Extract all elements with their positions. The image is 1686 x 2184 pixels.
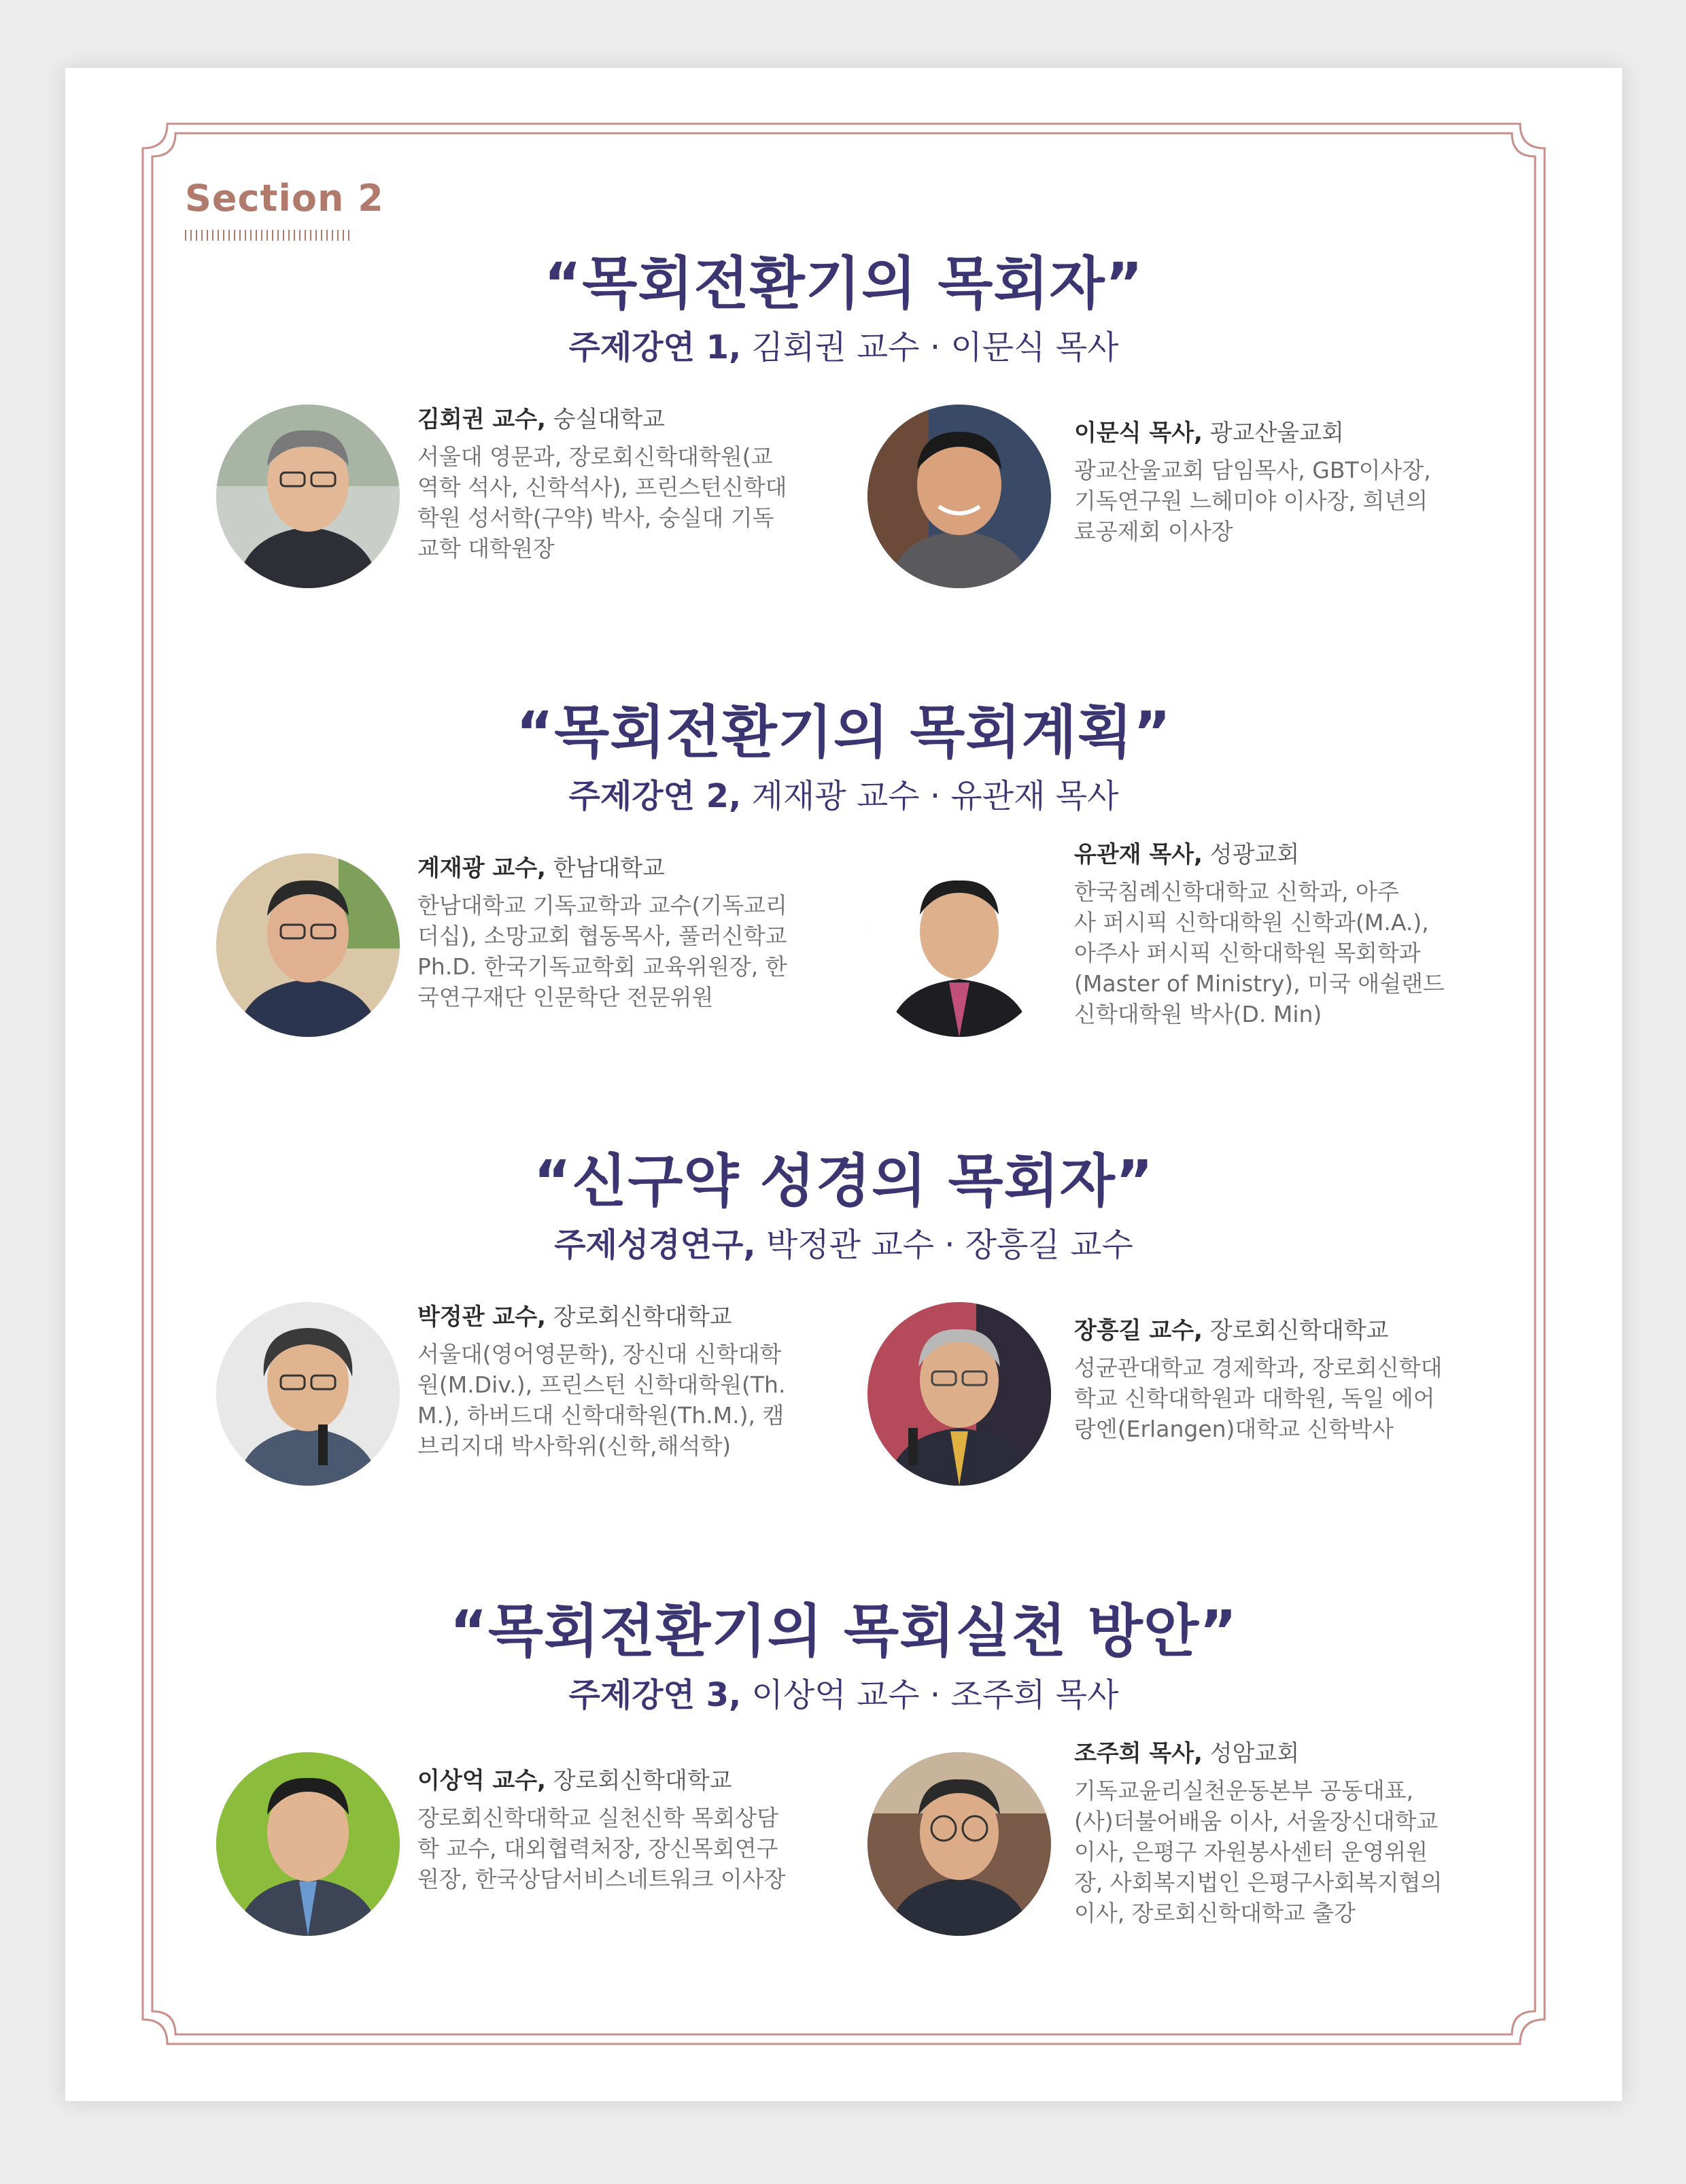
speaker-bio: 한남대학교 기독교학과 교수(기독교리 더십), 소망교회 협동목사, 풀러신학교 Ph.D. 한국기독교학회 교육위원장, 한 국연구재단 인문학단 전문위원 (417, 892, 787, 1010)
page (65, 68, 1622, 2101)
speaker-photo (216, 853, 400, 1037)
speaker-info (1074, 840, 1482, 1029)
speaker-name-line: 계재광 교수, 한남대학교 (417, 855, 666, 882)
speaker-bio: 광교산울교회 담임목사, GBT이사장, 기독연구원 느헤미야 이사장, 희년의 료공제회 이사장 (1074, 457, 1431, 545)
speaker-name-line: 박정관 교수, 장로회신학대학교 (417, 1303, 732, 1331)
session-title: “신구약 성경의 목회자” (533, 1148, 1154, 1214)
speaker-photo (216, 1302, 400, 1486)
speaker-name-line: 이상억 교수, 장로회신학대학교 (417, 1767, 732, 1794)
session-title: “목회전환기의 목회실천 방안” (449, 1598, 1238, 1665)
speaker-name-line: 유관재 목사, 성광교회 (1074, 841, 1300, 868)
session-subtitle: 주제강연 3, 이상억 교수 · 조주희 목사 (568, 1676, 1119, 1714)
speaker-info (417, 1302, 825, 1461)
speaker-name-line: 김회권 교수, 숭실대학교 (417, 406, 666, 433)
session-subtitle: 주제강연 1, 김회권 교수 · 이문식 목사 (568, 328, 1119, 366)
speaker-photo (216, 405, 400, 588)
speaker-info (1074, 1316, 1482, 1444)
speaker-photo (867, 405, 1051, 588)
speaker-name-line: 조주희 목사, 성암교회 (1074, 1740, 1300, 1767)
speaker-info (417, 853, 825, 1012)
speaker-bio: 장로회신학대학교 실천신학 목회상담 학 교수, 대외협력처장, 장신목회연구 원장, 한국상담서비스네트워크 이사장 (417, 1805, 786, 1892)
speaker-photo (867, 853, 1051, 1037)
speaker-info (1074, 1739, 1482, 1928)
speaker-name-line: 장흥길 교수, 장로회신학대학교 (1074, 1317, 1389, 1344)
speaker-bio: 기독교윤리실천운동본부 공동대표, (사)더불어배움 이사, 서울장신대학교 이사, 은평구 자원봉사센터 운영위원 장, 사회복지법인 은평구사회복지협의 이사, 장로회신학대학교 출강 (1074, 1777, 1443, 1926)
speaker-bio: 서울대(영어영문학), 장신대 신학대학 원(M.Div.), 프린스턴 신학대학원(Th. M.), 하버드대 신학대학원(Th.M.), 캠 브리지대 박사학위(신학,해석학) (417, 1341, 786, 1459)
speaker-bio: 성균관대학교 경제학과, 장로회신학대 학교 신학대학원과 대학원, 독일 에어 랑엔(Erlangen)대학교 신학박사 (1074, 1354, 1443, 1442)
speaker-photo (867, 1302, 1051, 1486)
session-title: “목회전환기의 목회계획” (515, 699, 1172, 766)
session-subtitle: 주제성경연구, 박정관 교수 · 장흥길 교수 (554, 1226, 1133, 1264)
section-label: Section 2 (185, 177, 384, 220)
speaker-photo (216, 1752, 400, 1936)
speaker-info (1074, 418, 1482, 547)
speaker-info (417, 405, 825, 564)
speaker-bio: 서울대 영문과, 장로회신학대학원(교 역학 석사, 신학석사), 프린스턴신학대 학원 성서학(구약) 박사, 숭실대 기독 교학 대학원장 (417, 443, 787, 562)
session-subtitle: 주제강연 2, 계재광 교수 · 유관재 목사 (568, 777, 1119, 815)
speaker-info (417, 1766, 825, 1894)
session-title: “목회전환기의 목회자” (544, 250, 1143, 317)
speaker-bio: 한국침례신학대학교 신학과, 아주 사 퍼시픽 신학대학원 신학과(M.A.), 아주사 퍼시픽 신학대학원 목회학과 (Master of Ministry), 미국 애쉴랜드 신학대학원 박사(D. Min) (1074, 878, 1445, 1027)
speaker-name-line: 이문식 목사, 광교산울교회 (1074, 420, 1344, 447)
speaker-photo (867, 1752, 1051, 1936)
